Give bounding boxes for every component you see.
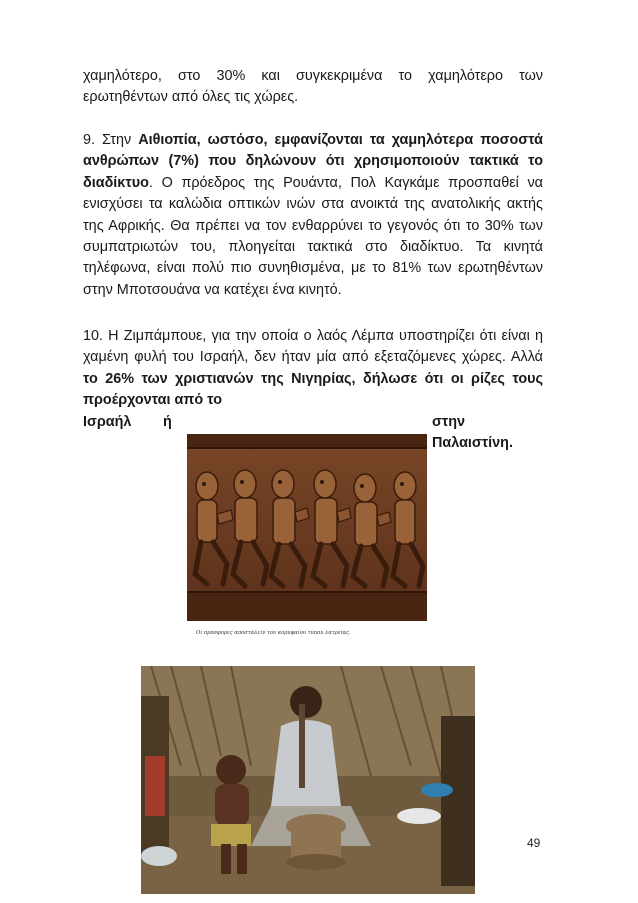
fragment-stin: στην [432, 414, 466, 430]
item-9-bold-text: Αιθιοπία, ωστόσο, εμφανίζονται τα χαμηλότερα ποσοστά ανθρώπων (7%) που δηλώνουν ότι χρησιμοποιούν τακτικά το διαδίκτυο [83, 132, 543, 191]
item-9-rest: . Ο πρόεδρος της Ρουάντα, Πολ Καγκάμε προσπαθεί να ενισχύσει τα καλώδια οπτικών ινών στα ανοικτά της ανατολικής ακτής της Αφρικής. Θα πρέπει να τον ενθαρρύνει το γεγονός ότι το 30% των συμπατριωτών του, πλοηγείται τακτικά στο διαδίκτυο. Τα κινητά τηλέφωνα, είναι πολύ πιο συνηθισμένα, με το 81% των ερωτηθέντων στην Μποτσουάνα να κατέχει ένα κινητό. [83, 174, 543, 298]
fragment-israel: Ισραήλ [83, 414, 132, 430]
item-9-prefix: 9. Στην [83, 132, 139, 148]
item-10-prefix: 10. Η Ζιμπάμπουε, για την οποία ο λαός Λέμπα υποστηρίζει ότι είναι η χαμένη φυλή του Ισραήλ, δεν ήταν μία από εξεταζόμενες χώρες. Αλλά [83, 328, 543, 366]
item-10-bold-text: το 26% των χριστιανών της Νιγηρίας, δήλωσε ότι οι ρίζες τους προέρχονται από το [83, 370, 543, 409]
image-caption: Οι πρόσφορες αποσταλείν του κορυφαίου τύπου λατρείας. [196, 630, 351, 636]
fragment-palestine: Παλαιστίνη. [432, 435, 513, 451]
village-photo [141, 666, 475, 894]
carved-relief-image [187, 434, 427, 621]
page-number: 49 [527, 836, 541, 850]
fragment-or: ή [163, 414, 172, 430]
paragraph-item-10 [83, 326, 543, 412]
paragraph-continuation: χαμηλότερο, στο 30% και συγκεκριμένα το χαμηλότερο των ερωτηθέντων από όλες τις χώρες. [83, 68, 543, 106]
paragraph-item-9 [83, 130, 543, 301]
